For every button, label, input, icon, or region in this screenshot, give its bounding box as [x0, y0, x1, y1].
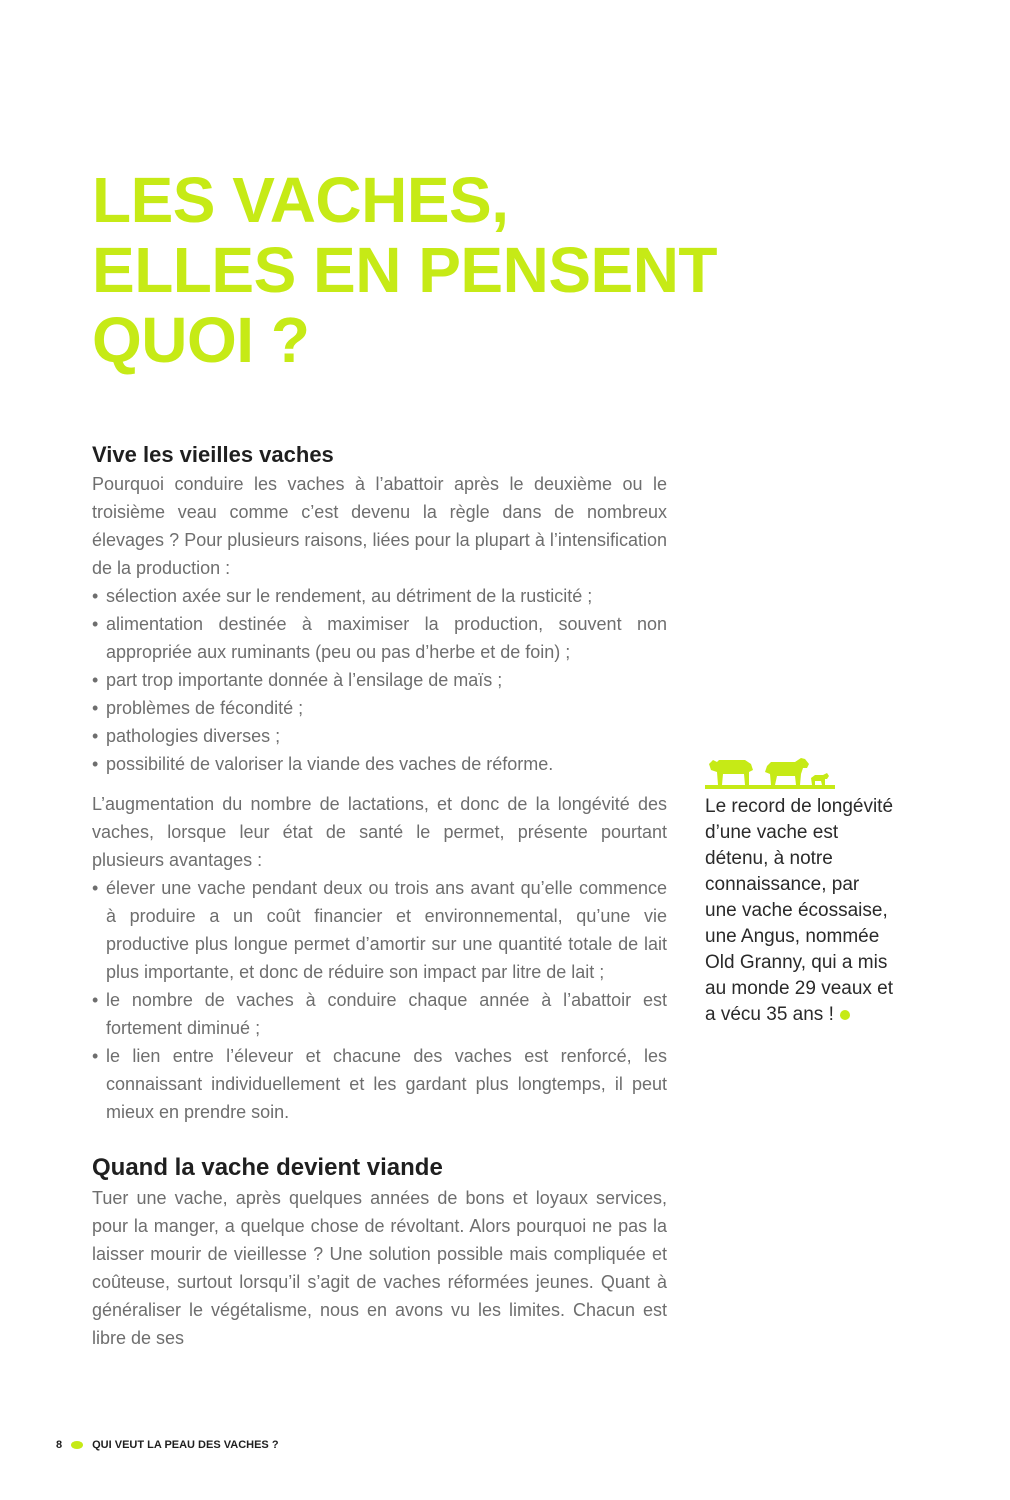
list-item: • sélection axée sur le rendement, au détriment de la rusticité ; — [92, 582, 667, 610]
section-heading-vieilles-vaches: Vive les vieilles vaches — [92, 442, 334, 467]
section1-bullet-list — [92, 582, 667, 778]
section1-paragraph-2: L’augmentation du nombre de lactations, et donc de la longévité des vaches, lorsque leur état de santé le permet, présente pourtant plusieurs avantages : — [92, 794, 667, 870]
section2-paragraph: Tuer une vache, après quelques années de bons et loyaux services, pour la manger, a quelque chose de révoltant. Alors pourquoi ne pas la laisser mourir de vieillesse ? Une solution possible mais compliquée et coûteuse, surtout lorsqu’il s’agit de vaches réformées jeunes. Quant à généraliser le végétalisme, nous en avons vu les limites. Chacun est libre de ses — [92, 1188, 667, 1348]
cows-icon — [705, 752, 835, 790]
list-item: • pathologies diverses ; — [92, 722, 667, 750]
list-item: • part trop importante donnée à l’ensilage de maïs ; — [92, 666, 667, 694]
section1-bullet-list-2 — [92, 874, 667, 1126]
page-footer — [56, 1436, 279, 1454]
list-item: • le nombre de vaches à conduire chaque année à l’abattoir est fortement diminué ; — [92, 986, 667, 1042]
running-title: QUI VEUT LA PEAU DES VACHES ? — [92, 1439, 279, 1451]
page-number: 8 — [56, 1439, 63, 1451]
title-line-3: QUOI ? — [92, 304, 310, 376]
section-heading-vache-viande: Quand la vache devient viande — [92, 1154, 443, 1181]
section1-intro: Pourquoi conduire les vaches à l’abattoir après le deuxième ou le troisième veau comme c’est devenu la règle dans de nombreux élevages ? Pour plusieurs raisons, liées pour la plupart à l’intensification de la production : — [92, 474, 667, 578]
list-item: • le lien entre l’éleveur et chacune des vaches est renforcé, les connaissant individuellement et les gardant plus longtemps, il peut mieux en prendre soin. — [92, 1042, 667, 1126]
page-title — [92, 165, 732, 375]
list-item: • problèmes de fécondité ; — [92, 694, 667, 722]
sidebar-note — [705, 752, 895, 1028]
list-item: • alimentation destinée à maximiser la production, souvent non appropriée aux ruminants (peu ou pas d’herbe et de foin) ; — [92, 610, 667, 666]
title-line-2: ELLES EN PENSENT — [92, 234, 717, 306]
end-dot-icon — [840, 1010, 850, 1020]
title-line-1: LES VACHES, — [92, 164, 509, 236]
leaf-icon — [70, 1440, 84, 1450]
sidebar-note-text: Le record de longévité d’une vache est détenu, à notre connaissance, par une vache écossaise, une Angus, nommée Old Granny, qui a mis au monde 29 veaux et a vécu 35 ans ! — [705, 796, 894, 1025]
main-column — [92, 440, 667, 1352]
list-item: • élever une vache pendant deux ou trois ans avant qu’elle commence à produire a un coût financier et environnemental, qu’une vie productive plus longue permet d’amortir sur une quantité totale de lait plus importante, et donc de réduire son impact par litre de lait ; — [92, 874, 667, 986]
list-item: • possibilité de valoriser la viande des vaches de réforme. — [92, 750, 667, 778]
